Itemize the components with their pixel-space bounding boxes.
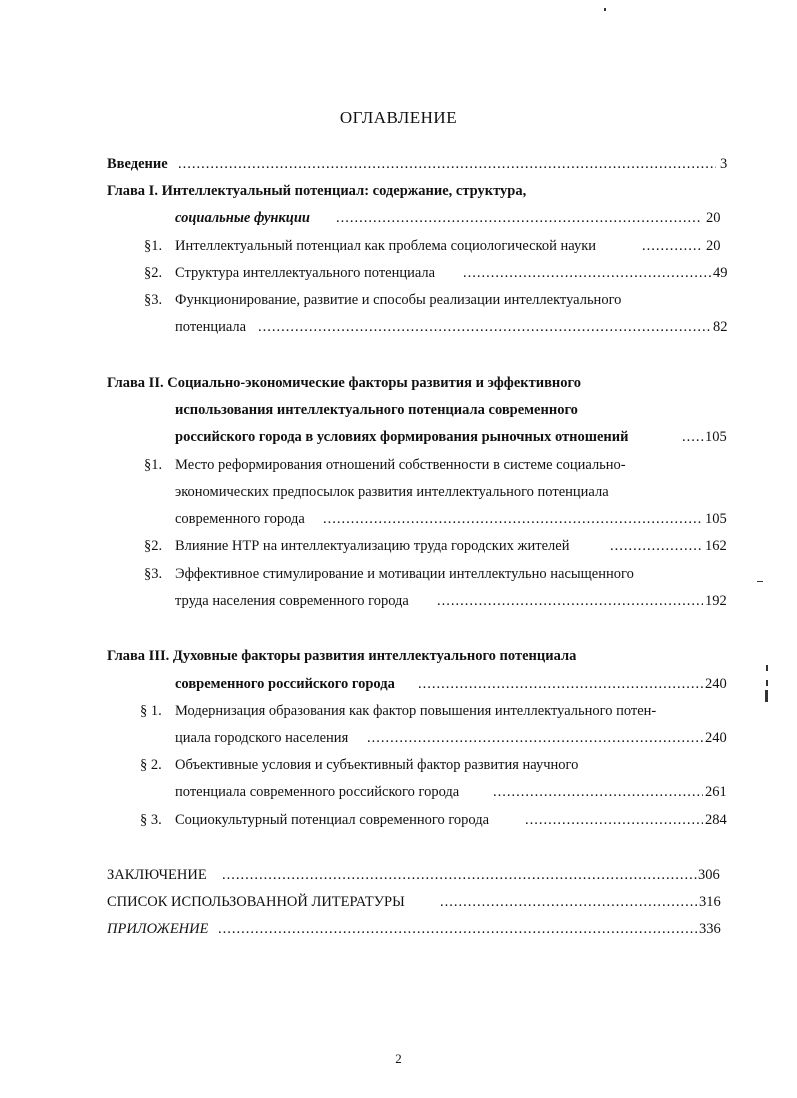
ch1-title-line1: Глава I. Интеллектуальный потенциал: содержание, структура, [107,183,527,199]
ch3-s1-title-line1: Модернизация образования как фактор повышения интеллектуального потен- [175,703,657,719]
appendix-page: 336 [699,921,721,937]
ch1-s1-page: 20 [706,238,721,254]
leader-dots [418,675,703,693]
leader-dots [178,155,716,173]
ch2-s1-page: 105 [705,511,727,527]
ch2-title-line3: российского города в условиях формирования рыночных отношений [175,429,629,445]
leader-dots [463,264,711,282]
scan-artifact [757,581,763,582]
ch1-s3-number: §3. [144,292,163,308]
conclusion-page: 306 [698,867,720,883]
conclusion-label: ЗАКЛЮЧЕНИЕ [107,867,207,883]
ch3-page: 240 [705,676,727,692]
ch2-s2-page: 162 [705,538,727,554]
scan-artifact [765,690,768,702]
ch1-s3-title-line2: потенциала [175,319,247,335]
ch3-title-line2: современного российского города [175,676,395,692]
ch2-s1-number: §1. [144,457,163,473]
ch2-s1-title-line1: Место реформирования отношений собственности в системе социально- [175,457,626,473]
leader-dots [437,592,703,610]
scan-artifact [766,665,768,671]
ch2-s3-number: §3. [144,566,163,582]
leader-dots [493,783,703,801]
leader-dots [525,811,703,829]
page-number: 2 [395,1051,402,1066]
ch3-s3-page: 284 [705,812,727,828]
toc-heading: ОГЛАВЛЕНИЕ [339,108,458,127]
ch2-page: 105 [705,429,727,445]
leader-dots [610,537,703,555]
ch1-s1-title: Интеллектуальный потенциал как проблема социологической науки [175,238,597,254]
ch1-s2-page: 49 [713,265,728,281]
ch1-s2-number: §2. [144,265,163,281]
intro-page: 3 [720,156,728,172]
leader-dots [440,893,698,911]
ch1-s1-number: §1. [144,238,163,254]
ch1-page: 20 [706,210,721,226]
leader-dots [222,866,697,884]
ch2-title-line2: использования интеллектуального потенциала современного [175,402,578,418]
leader-dots [323,510,703,528]
leader-dots [682,428,704,446]
intro-label: Введение [107,156,168,172]
bibliography-page: 316 [699,894,721,910]
ch1-s2-title: Структура интеллектуального потенциала [175,265,436,281]
ch2-s2-title: Влияние НТР на интеллектуализацию труда городских жителей [175,538,570,554]
ch2-s1-title-line2: экономических предпосылок развития интеллектуального потенциала [175,484,609,500]
ch2-s3-title-line1: Эффективное стимулирование и мотивации интеллектульно насыщенного [175,566,634,582]
ch2-s3-title-line2: труда населения современного города [175,593,409,609]
scan-artifact [766,680,768,686]
leader-dots [218,920,698,938]
ch2-s2-number: §2. [144,538,163,554]
ch2-s3-page: 192 [705,593,727,609]
ch1-s3-title-line1: Функционирование, развитие и способы реализации интеллектуального [175,292,622,308]
ch2-s1-title-line3: современного города [175,511,305,527]
leader-dots [336,209,701,227]
scan-artifact [604,8,606,11]
ch3-s3-number: § 3. [140,812,162,828]
ch2-title-line1: Глава II. Социально-экономические факторы развития и эффективного [107,375,581,391]
leader-dots [258,318,711,336]
leader-dots [642,237,702,255]
ch3-s1-page: 240 [705,730,727,746]
ch3-s2-number: § 2. [140,757,162,773]
bibliography-label: СПИСОК ИСПОЛЬЗОВАННОЙ ЛИТЕРАТУРЫ [107,894,405,910]
ch3-title-line1: Глава III. Духовные факторы развития интеллектуального потенциала [107,648,577,664]
ch1-s3-page: 82 [713,319,728,335]
ch3-s3-title: Социокультурный потенциал современного города [175,812,490,828]
appendix-label: ПРИЛОЖЕНИЕ [107,921,209,937]
ch3-s1-number: § 1. [140,703,162,719]
ch3-s2-page: 261 [705,784,727,800]
ch3-s2-title-line1: Объективные условия и субъективный фактор развития научного [175,757,579,773]
ch3-s2-title-line2: потенциала современного российского города [175,784,460,800]
ch3-s1-title-line2: циала городского населения [175,730,349,746]
leader-dots [367,729,703,747]
ch1-title-line2: социальные функции [175,210,310,226]
